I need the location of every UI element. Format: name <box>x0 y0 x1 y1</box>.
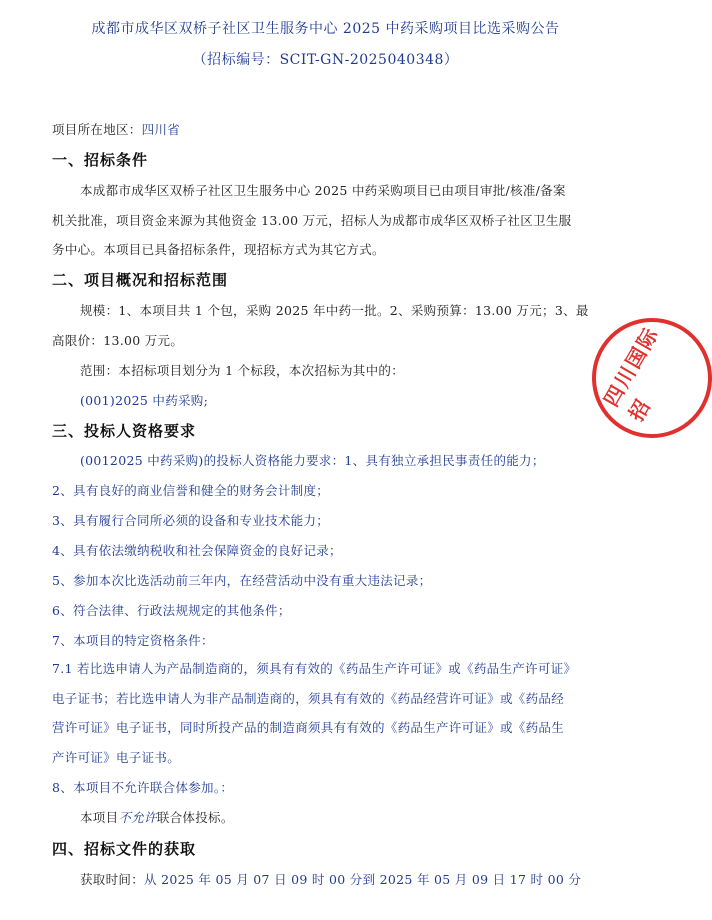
scale-line-2: 高限价：13.00 万元。 <box>52 333 184 348</box>
seal-text: 四川国际招 <box>598 322 664 426</box>
scale-line-1: 规模：1、本项目共 1 个包，采购 2025 年中药一批。2、采购预算：13.00 万元；3、最 <box>80 303 589 318</box>
section-1-paragraph-line-1: 本成都市成华区双桥子社区卫生服务中心 2025 中药采购项目已由项目审批/核准/备案 <box>80 183 566 198</box>
qualification-item: 5、参加本次比选活动前三年内，在经营活动中没有重大违法记录； <box>52 573 432 588</box>
section-4-heading: 四、招标文件的获取 <box>52 840 197 858</box>
special-qualification-line-2: 电子证书；若比选申请人为非产品制造商的，须具有有效的《药品经营许可证》或《药品经 <box>52 691 565 706</box>
bid-number: （招标编号：SCIT-GN-2025040348） <box>192 52 459 68</box>
special-qualification-line-1: 7.1 若比选申请人为产品制造商的，须具有有效的《药品生产许可证》或《药品生产许可证》 <box>52 661 577 676</box>
official-seal <box>592 318 712 438</box>
qualification-item: 3、具有履行合同所必须的设备和专业技术能力； <box>52 513 330 528</box>
special-qualification-line-4: 产许可证》电子证书。 <box>52 750 181 765</box>
qualification-item: 4、具有依法缴纳税收和社会保障资金的良好记录； <box>52 543 342 558</box>
section-1-heading: 一、招标条件 <box>52 151 149 169</box>
consortium-line <box>80 808 234 826</box>
acquisition-time-line <box>80 870 581 888</box>
consortium-prefix: 本项目 <box>80 810 119 825</box>
acquisition-time-value: 从 2025 年 05 月 07 日 09 时 00 分到 2025 年 05 月 09 日 17 时 00 分 <box>144 872 582 887</box>
scope-line: 范围：本招标项目划分为 1 个标段，本次招标为其中的： <box>80 363 405 378</box>
qualification-item: 7、本项目的特定资格条件： <box>52 633 214 648</box>
qualification-item: 6、符合法律、行政法规规定的其他条件； <box>52 603 291 618</box>
special-qualification-line-3: 营许可证》电子证书，同时所投产品的制造商须具有有效的《药品生产许可证》或《药品生 <box>52 720 565 735</box>
location-value: 四川省 <box>141 122 181 137</box>
document-title: 成都市成华区双桥子社区卫生服务中心 2025 中药采购项目比选采购公告 <box>91 21 560 37</box>
location-line <box>52 120 180 138</box>
acquisition-time-label: 获取时间： <box>80 872 145 887</box>
location-label: 项目所在地区： <box>52 122 142 137</box>
qualification-intro: (0012025 中药采购)的投标人资格能力要求：1、具有独立承担民事责任的能力； <box>80 453 545 468</box>
lot-line: (001)2025 中药采购; <box>80 393 209 408</box>
qualification-item: 2、具有良好的商业信誉和健全的财务会计制度； <box>52 483 330 498</box>
section-2-heading: 二、项目概况和招标范围 <box>52 271 229 289</box>
section-3-heading: 三、投标人资格要求 <box>52 422 197 440</box>
section-1-paragraph-line-2: 机关批准，项目资金来源为其他资金 13.00 万元，招标人为成都市成华区双桥子社区卫生服 <box>52 213 572 228</box>
consortium-suffix: 联合体投标。 <box>156 810 234 825</box>
consortium-value: 不允许 <box>118 810 157 825</box>
section-1-paragraph-line-3: 务中心。本项目已具备招标条件，现招标方式为其它方式。 <box>52 242 385 257</box>
consortium-item: 8、本项目不允许联合体参加。： <box>52 780 234 795</box>
